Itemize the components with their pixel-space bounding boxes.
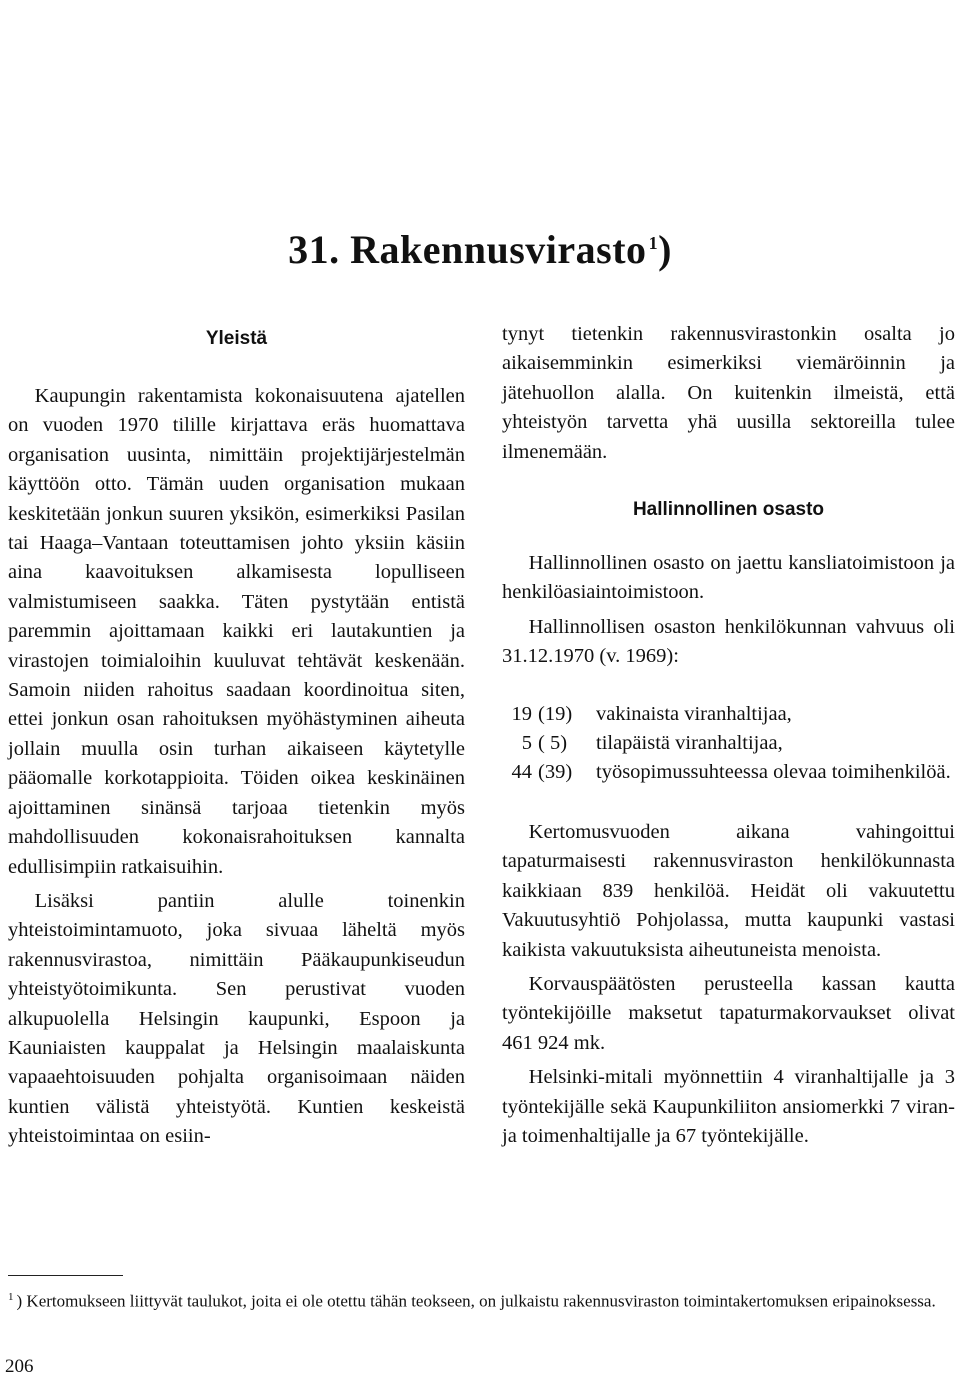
staff-count: 19 (511, 702, 532, 725)
paragraph: Kaupungin rakentamista kokonaisuutena ajatellen on vuoden 1970 tilille kirjattava eräs huomattava organisation uusinta, nimittäin projektijärjestelmän käyttöön otto. Tämän uuden organisation mukaan keskitetään jonkun suuren yksikön, esimerkiksi Pasilan tai Haaga–Vantaan toteuttamisen johto yksiin käsiin aina kaavoituksen alkamisesta lopulliseen valmistumiseen saakka. Täten pystytään entistä paremmin ajoittamaan kaikki eri lautakuntien ja virastojen toimialoihin kuuluvat tehtävät keskenään. Samoin niiden rahoitus saadaan koordinoitua siten, ettei jonkun osan rahoituksen myöhästyminen aiheuta jollain muulla osin turhan aikaiseen käytetylle pääomalle korkotappioita. Töiden oikea keskinäinen ajoittaminen sinänsä tarjoaa tietenkin myös mahdollisuuden kokonaisrahoituksen kannalta edullisimpiin ratkaisuihin. (8, 385, 465, 878)
paragraph: Korvauspäätösten perusteella kassan kautta työntekijöille maksetut tapaturmakorvaukset olivat 461 924 mk. (502, 972, 955, 1054)
staff-row (502, 700, 955, 729)
right-column (502, 320, 955, 1151)
staff-count: 44 (511, 761, 532, 784)
footnote-text: Kertomukseen liittyvät taulukot, joita ei ole otettu tähän teokseen, on julkaistu rakennusviraston toimintakertomuksen eripainoksessa. (26, 1291, 936, 1311)
page-title (0, 226, 960, 273)
footnote (8, 1285, 953, 1314)
footnote-mark: 1 (8, 1291, 14, 1303)
staff-row (502, 758, 955, 787)
footnote-mark-paren: ) (16, 1291, 23, 1311)
staff-description: vakinaista viranhaltijaa, (596, 702, 792, 725)
staff-count: 5 (521, 732, 532, 755)
staff-row (502, 729, 955, 758)
section-heading-yleista: Yleistä (205, 328, 268, 349)
paragraph: Hallinnollisen osaston henkilökunnan vahvuus oli 31.12.1970 (v. 1969): (502, 615, 955, 668)
paragraph: Lisäksi pantiin alulle toinenkin yhteistoimintamuoto, joka sivuaa läheltä myös rakennusvirastoa, nimittäin Pääkaupunkiseudun yhteistyötoimikunta. Sen perustivat vuoden alkupuolella Helsingin kaupunki, Espoon ja Kauniaisten kauppalat ja Helsingin maalaiskunta vapaaehtoisuuden pohjalta organisoimaan näiden kuntien välistä yhteistyötä. Kuntien keskeistä yhteistoimintaa on esiin- (8, 889, 465, 1148)
chapter-name: Rakennusvirasto (350, 227, 647, 272)
paragraph: Helsinki-mitali myönnettiin 4 viranhaltijalle ja 3 työntekijälle sekä Kaupunkiliiton ansiomerkki 7 viran- ja toimenhaltijalle ja 67 työntekijälle. (502, 1066, 955, 1147)
paragraph: Kertomusvuoden aikana vahingoittui tapaturmaisesti rakennusviraston henkilökunnasta kaikkiaan 839 henkilöä. Heidät oli vakuutettu Vakuutusyhtiö Pohjolassa, mutta kaupunki vastasi kaikista vakuutuksista aiheutuneista menoista. (502, 820, 955, 961)
chapter-number: 31. (288, 227, 340, 272)
staff-previous: (19) (538, 702, 573, 725)
section-heading-hallinnollinen-osasto: Hallinnollinen osasto (632, 499, 825, 521)
staff-previous: ( 5) (538, 732, 568, 755)
staff-list (502, 700, 955, 788)
title-footnote-paren: ) (658, 227, 672, 272)
paragraph: Hallinnollinen osasto on jaettu kansliatoimistoon ja henkilöasiaintoimistoon. (502, 552, 955, 604)
left-column (8, 320, 465, 1152)
staff-description: työsopimussuhteessa olevaa toimihenkilöä. (596, 761, 951, 784)
staff-previous: (39) (538, 761, 573, 784)
paragraph-continuation: tynyt tietenkin rakennusvirastonkin osalta jo aikaisemminkin esimerkiksi viemäröinnin ja jätehuollon alalla. On kuitenkin ilmeistä, että yhteistyön tarvetta yhä uusilla sektoreilla tulee ilmenemään. (502, 323, 955, 463)
staff-description: tilapäistä viranhaltijaa, (596, 732, 783, 755)
title-footnote-mark: 1 (648, 232, 659, 253)
footnote-divider (8, 1275, 123, 1276)
page-number: 206 (5, 1356, 34, 1377)
